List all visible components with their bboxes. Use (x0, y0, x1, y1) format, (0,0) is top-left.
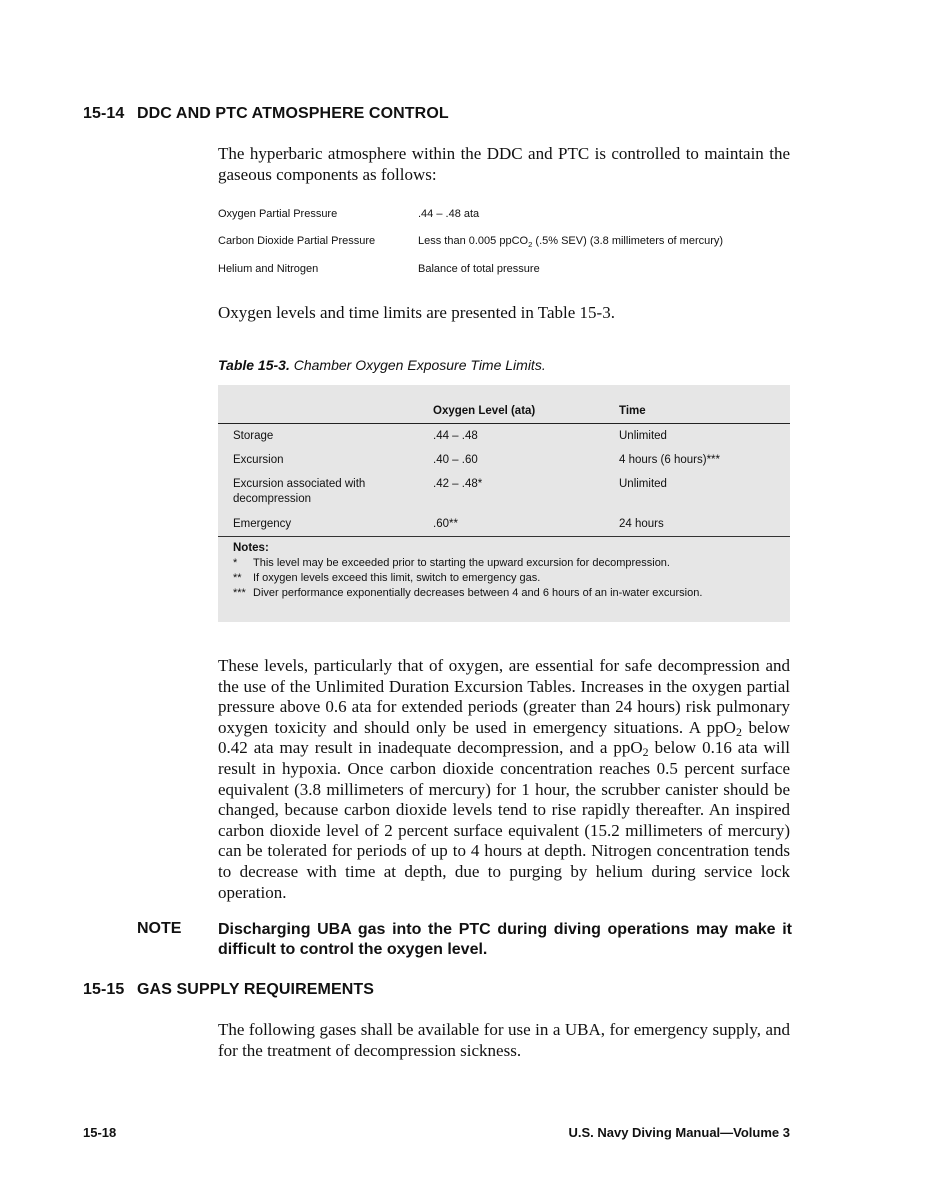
gas-row-carbon-dioxide (218, 235, 790, 251)
table-notes-rule (218, 536, 790, 537)
note-text: Diver performance exponentially decreases between 4 and 6 hours of an in-water excursion. (253, 587, 703, 599)
footer-manual-title: U.S. Navy Diving Manual—Volume 3 (568, 1125, 790, 1140)
table-cell-condition-line2: decompression (233, 493, 311, 505)
gas-value (418, 235, 723, 247)
table-cell-time: Unlimited (619, 478, 667, 490)
table-cell-time: 4 hours (6 hours)*** (619, 454, 720, 466)
table-caption (218, 357, 546, 373)
paragraph-text: below 0.16 ata will result in hypoxia. Once carbon dioxide concentration reaches 0.5 percent surface equivalent (3.8 millimeters of mercury) for 1 hour, the scrubber canister should be changed, because carbon dioxide levels tend to rise rapidly thereafter. An inspired carbon dioxide level of 2 percent surface equivalent (15.2 millimeters of mercury) can be tolerated for periods of up to 4 hours at depth. Nitrogen concentration tends to decrease with time at depth, due to purging by helium during service lock operation. (218, 738, 790, 902)
table-header-rule (218, 423, 790, 424)
gas-value: Balance of total pressure (418, 263, 540, 275)
table-note (233, 586, 702, 600)
section-title: GAS SUPPLY REQUIREMENTS (137, 981, 375, 998)
note-marker: * (233, 557, 238, 569)
gas-value-part: Less than 0.005 ppCO (418, 235, 529, 247)
table-cell-level: .40 – .60 (433, 454, 478, 466)
paragraph-text: These levels, particularly that of oxygen, are essential for safe decompression and the use of the Unlimited Duration Excursion Tables. Increases in the oxygen partial pressure above 0.6 ata for extended periods (greater than 24 hours) risk pulmonary oxygen toxicity and should only be used in emergency situations. A ppO (218, 656, 790, 737)
table-cell-level: .60** (433, 518, 458, 530)
note-text: This level may be exceeded prior to starting the upward excursion for decompression. (253, 557, 670, 569)
table-reference-paragraph: Oxygen levels and time limits are presented in Table 15-3. (218, 303, 615, 322)
table-cell-condition: Storage (233, 430, 274, 442)
table-cell-time: Unlimited (619, 430, 667, 442)
table-cell-time: 24 hours (619, 518, 664, 530)
footer-page-number: 15-18 (83, 1125, 117, 1140)
note-text: Discharging UBA gas into the PTC during diving operations may make it difficult to control the oxygen level. (218, 921, 792, 958)
note-marker: ** (233, 572, 242, 584)
gas-name: Helium and Nitrogen (218, 263, 319, 275)
table-cell-condition: Emergency (233, 518, 292, 530)
table-caption-number: Table 15-3. (218, 357, 290, 373)
table-notes-title: Notes: (233, 542, 269, 554)
paragraph-text: below 0.42 ata may result in inadequate decompression, and a ppO (218, 717, 790, 758)
gas-value: .44 – .48 ata (418, 208, 480, 220)
oxygen-exposure-table (218, 385, 790, 622)
section-number: 15-15 (83, 981, 125, 998)
section-title: DDC AND PTC ATMOSPHERE CONTROL (137, 105, 449, 122)
section-number: 15-14 (83, 105, 125, 122)
atmosphere-intro-paragraph: The hyperbaric atmosphere within the DDC and PTC is controlled to maintain the gaseous components as follows: (218, 144, 790, 184)
gas-value-part: (.5% SEV) (3.8 millimeters of mercury) (532, 235, 724, 247)
oxygen-levels-paragraph (218, 656, 790, 903)
table-cell-condition: Excursion (233, 454, 284, 466)
table-note (233, 571, 540, 585)
table-header-oxygen-level: Oxygen Level (ata) (433, 405, 536, 417)
gas-row-helium-nitrogen (218, 263, 790, 279)
table-cell-level: .44 – .48 (433, 430, 478, 442)
section-heading-15-15 (0, 981, 926, 1001)
subscript: 2 (642, 745, 649, 760)
gas-name: Oxygen Partial Pressure (218, 208, 338, 220)
section-heading-15-14 (0, 105, 926, 125)
table-cell-condition: Excursion associated with (233, 478, 366, 490)
gas-name: Carbon Dioxide Partial Pressure (218, 235, 376, 247)
note-text: If oxygen levels exceed this limit, switch to emergency gas. (253, 572, 541, 584)
subscript: 2 (735, 724, 742, 739)
table-header-time: Time (619, 405, 646, 417)
note-label: NOTE (137, 920, 182, 937)
gas-supply-intro-paragraph: The following gases shall be available for use in a UBA, for emergency supply, and for the treatment of decompression sickness. (218, 1020, 790, 1060)
note-marker: *** (233, 587, 246, 599)
table-cell-level: .42 – .48* (433, 478, 483, 490)
subscript: 2 (528, 240, 533, 249)
gas-row-oxygen (218, 208, 790, 224)
table-note (233, 556, 670, 570)
table-caption-title: Chamber Oxygen Exposure Time Limits. (293, 357, 546, 373)
